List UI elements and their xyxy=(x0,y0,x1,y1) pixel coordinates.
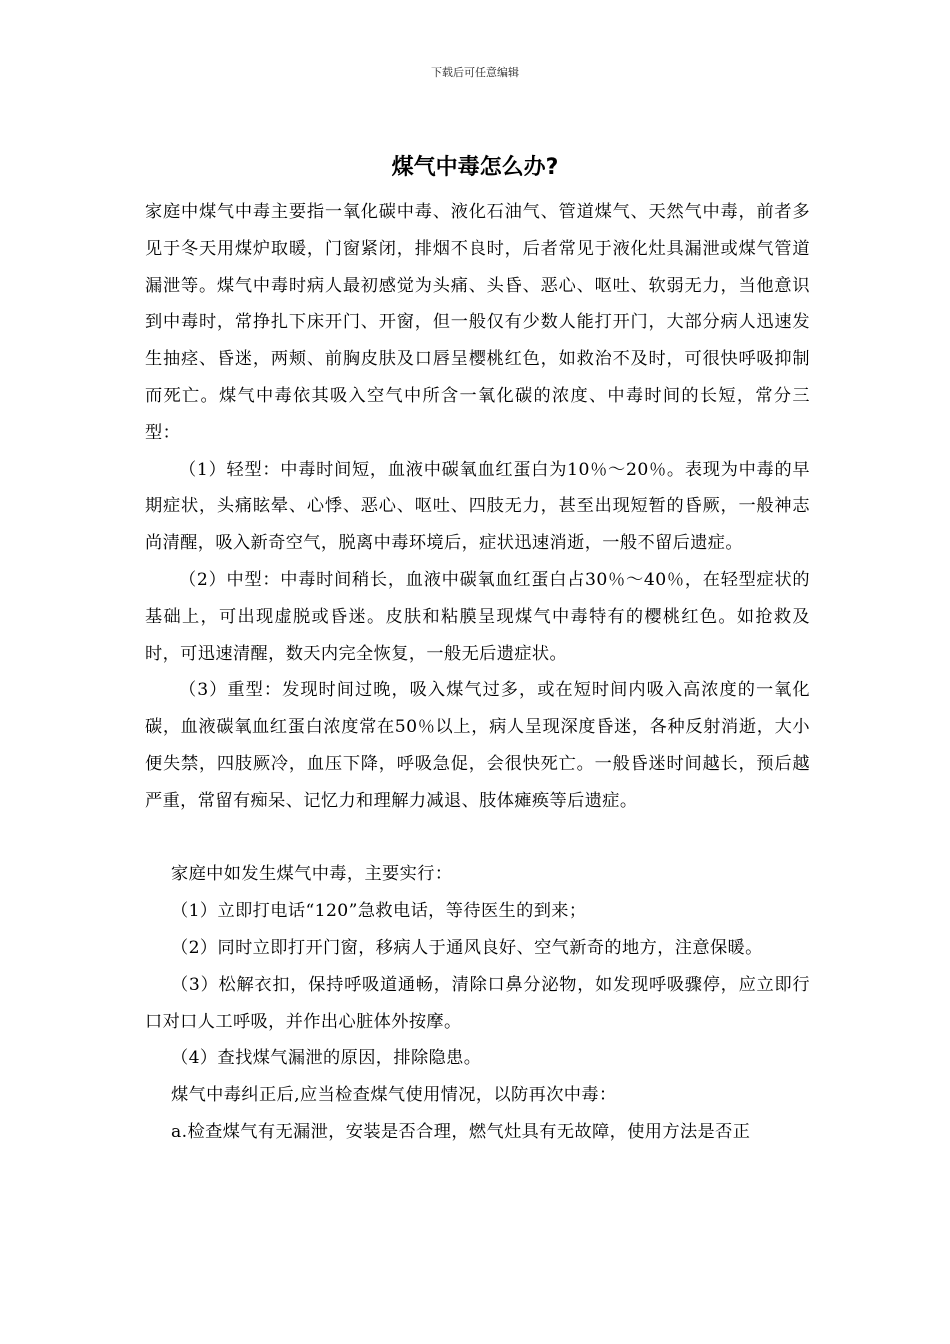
body-text xyxy=(145,194,810,1151)
after-intro: 煤气中毒纠正后,应当检查煤气使用情况，以防再次中毒： xyxy=(171,1085,617,1106)
measure-item: （1）立即打电话“120”急救电话，等待医生的到来； xyxy=(171,901,587,922)
type-moderate-paragraph: （2）中型：中毒时间稍长，血液中碳氧血红蛋白占30％～40％，在轻型症状的基础上，可出现虚脱或昏迷。皮肤和粘膜呈现煤气中毒特有的樱桃红色。如抢救及时，可迅速清醒，数天内完全恢复，一般无后遗症状。 xyxy=(145,569,810,664)
measure-item: （3）松解衣扣，保持呼吸道通畅，清除口鼻分泌物，如发现呼吸骤停，应立即行口对口人工呼吸，并作出心脏体外按摩。 xyxy=(145,974,810,1032)
header-note: 下载后可任意编辑 xyxy=(431,66,519,79)
type-severe-paragraph: （3）重型：发现时间过晚，吸入煤气过多，或在短时间内吸入高浓度的一氧化碳，血液碳氧血红蛋白浓度常在50％以上，病人呈现深度昏迷，各种反射消逝，大小便失禁，四肢厥冷，血压下降，呼吸急促，会很快死亡。一般昏迷时间越长，预后越严重，常留有痴呆、记忆力和理解力减退、肢体瘫痪等后遗症。 xyxy=(145,680,810,811)
measures-intro: 家庭中如发生煤气中毒，主要实行： xyxy=(171,864,453,885)
measure-item: （2）同时立即打开门窗，移病人于通风良好、空气新奇的地方，注意保暖。 xyxy=(171,937,763,958)
intro-paragraph: 家庭中煤气中毒主要指一氧化碳中毒、液化石油气、管道煤气、天然气中毒，前者多见于冬天用煤炉取暖，门窗紧闭，排烟不良时，后者常见于液化灶具漏泄或煤气管道漏泄等。煤气中毒时病人最初感觉为头痛、头昏、恶心、呕吐、软弱无力，当他意识到中毒时，常挣扎下床开门、开窗，但一般仅有少数人能打开门，大部分病人迅速发生抽痉、昏迷，两颊、前胸皮肤及口唇呈樱桃红色，如救治不及时，可很快呼吸抑制而死亡。煤气中毒依其吸入空气中所含一氧化碳的浓度、中毒时间的长短，常分三型： xyxy=(145,202,810,443)
type-mild-paragraph: （1）轻型：中毒时间短，血液中碳氧血红蛋白为10％～20％。表现为中毒的早期症状，头痛眩晕、心悸、恶心、呕吐、四肢无力，甚至出现短暂的昏厥，一般神志尚清醒，吸入新奇空气，脱离中毒环境后，症状迅速消逝，一般不留后遗症。 xyxy=(145,459,810,554)
measure-item: （4）查找煤气漏泄的原因，排除隐患。 xyxy=(171,1048,482,1069)
page-title: 煤气中毒怎么办? xyxy=(391,155,559,180)
paragraph-spacer xyxy=(145,820,810,857)
check-item: a.检查煤气有无漏泄，安装是否合理，燃气灶具有无故障，使用方法是否正 xyxy=(171,1121,751,1142)
